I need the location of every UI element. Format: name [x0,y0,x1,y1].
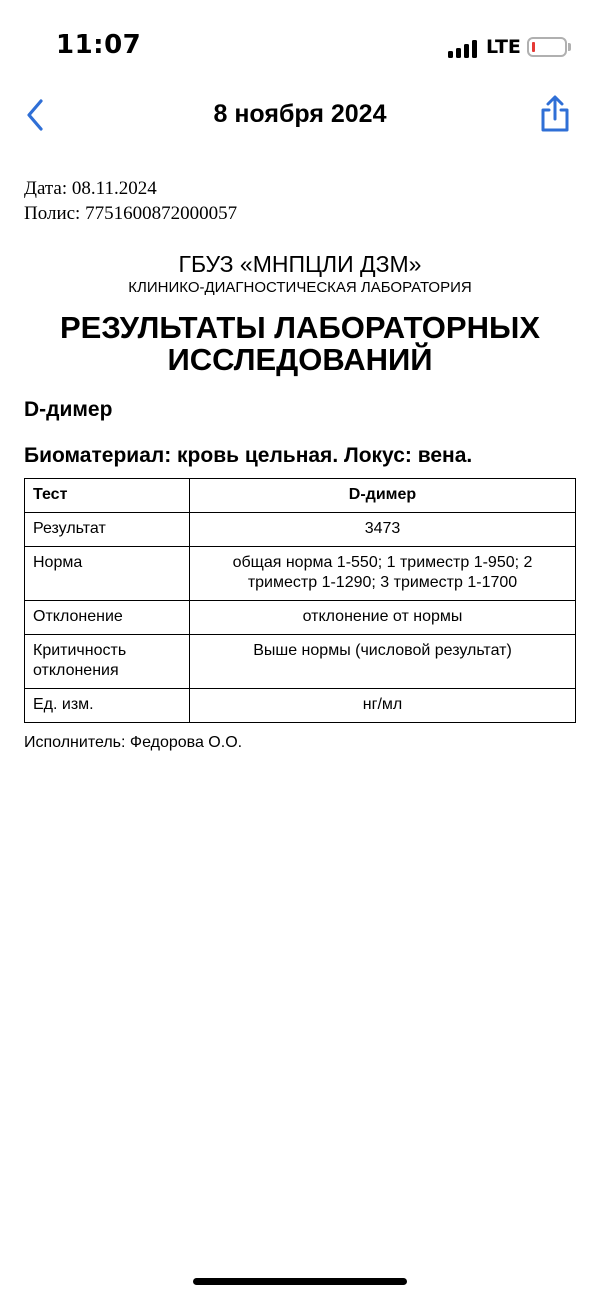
table-label-cell: Норма [25,547,190,601]
table-label-cell: Отклонение [25,601,190,635]
table-header-cell: D-димер [190,479,576,513]
status-bar [0,0,600,96]
cellular-signal-icon [448,38,478,58]
table-value-cell: Выше нормы (числовой результат) [190,635,576,689]
table-row [25,689,576,723]
table-value-cell: отклонение от нормы [190,601,576,635]
table-label-cell: Ед. изм. [25,689,190,723]
table-label-cell: Результат [25,513,190,547]
share-icon [536,94,574,134]
biomaterial-info: Биоматериал: кровь цельная. Локус: вена. [24,444,473,467]
table-value-cell: нг/мл [190,689,576,723]
report-title: РЕЗУЛЬТАТЫ ЛАБОРАТОРНЫХ ИССЛЕДОВАНИЙ [59,310,540,377]
table-label-cell: Критичность отклонения [25,635,190,689]
nav-bar [0,96,600,140]
table-value-cell: 3473 [190,513,576,547]
table-header-cell: Тест [25,479,190,513]
policy-number: Полис: 7751600872000057 [24,203,238,224]
table-row [25,547,576,601]
organization-name: ГБУЗ «МНПЦЛИ ДЗМ» [178,251,422,277]
table-row [25,601,576,635]
test-name: D-димер [24,398,113,421]
status-time: 11:07 [56,30,142,60]
share-button[interactable] [536,94,574,134]
table-value-cell: общая норма 1-550; 1 триместр 1-950; 2 триместр 1-1290; 3 триместр 1-1700 [190,547,576,601]
results-table [24,478,576,723]
lab-report-document [24,176,576,753]
table-row [25,513,576,547]
battery-level [532,42,535,52]
table-row [25,635,576,689]
battery-icon [527,37,567,57]
table-header-row [25,479,576,513]
executor-name: Исполнитель: Федорова О.О. [24,734,243,751]
organization-subtitle: КЛИНИКО-ДИАГНОСТИЧЕСКАЯ ЛАБОРАТОРИЯ [128,279,472,296]
page-title: 8 ноября 2024 [213,100,387,128]
battery-tip [568,43,571,51]
report-date: Дата: 08.11.2024 [24,178,157,199]
network-type: LTE [486,36,521,58]
home-indicator[interactable] [193,1278,407,1285]
